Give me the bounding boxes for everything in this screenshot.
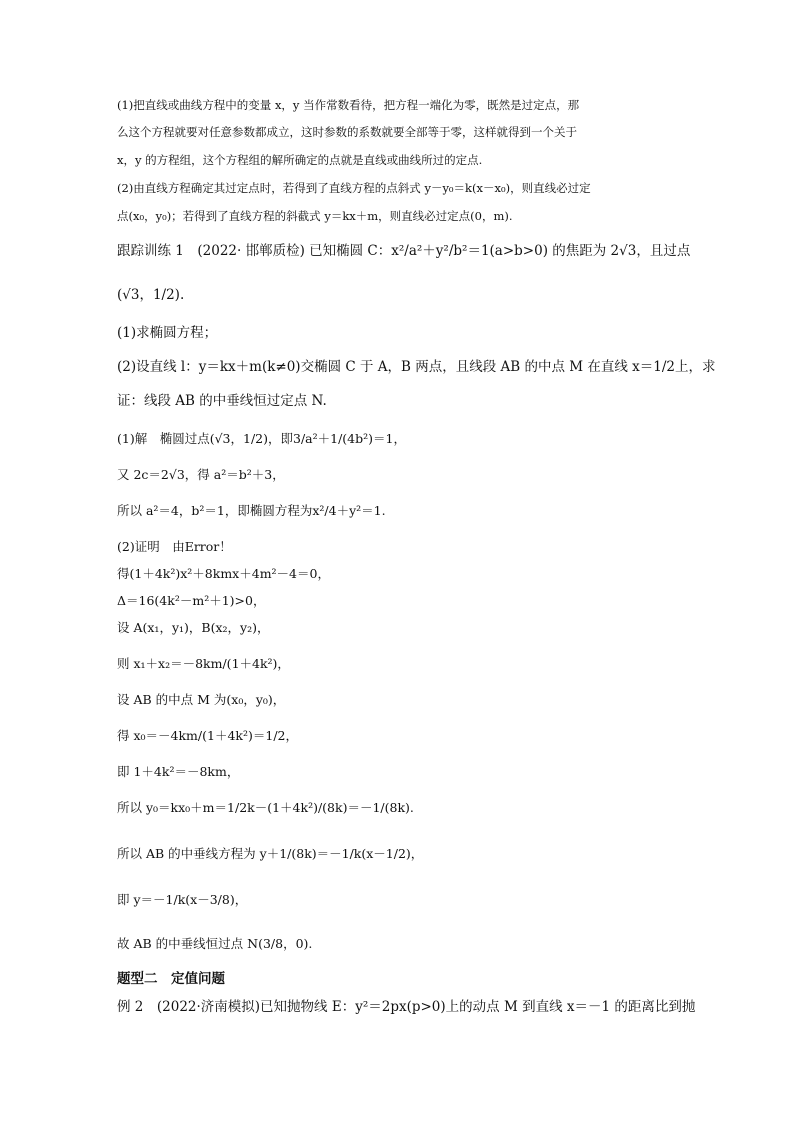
solution-line: 又 2c＝2√3，得 a²＝b²＋3，	[117, 467, 285, 482]
question-2-cont: 证：线段 AB 的中垂线恒过定点 N.	[117, 393, 327, 409]
solution-line: Δ＝16(4k²－m²＋1)>0，	[117, 593, 266, 608]
solution-line: 即 y＝－1/k(x－3/8)，	[117, 892, 248, 907]
solution-line: 所以 AB 的中垂线方程为 y＋1/(8k)＝－1/k(x－1/2)，	[117, 846, 424, 861]
solution-line: 得 x₀＝－4km/(1＋4k²)＝1/2，	[117, 728, 298, 743]
solution-line: (1)解 椭圆过点(√3，1/2)，即3/a²＋1/(4b²)＝1，	[117, 431, 406, 446]
method-text-line: 点(x₀，y₀)；若得到了直线方程的斜截式 y＝kx＋m，则直线必过定点(0，m).	[117, 209, 513, 223]
solution-line: 即 1＋4k²＝－8km，	[117, 764, 240, 779]
example-2-line: 例 2 (2022·济南模拟)已知抛物线 E：y²＝2px(p>0)上的动点 M 到直线 x＝－1 的距离比到抛	[117, 999, 696, 1015]
method-text-line: (2)由直线方程确定其过定点时，若得到了直线方程的点斜式 y－y₀＝k(x－x₀)，则直线必过定	[117, 181, 591, 195]
solution-line: 得(1＋4k²)x²＋8kmx＋4m²－4＝0，	[117, 566, 330, 581]
solution-line: 设 A(x₁，y₁)，B(x₂，y₂)，	[117, 620, 270, 635]
method-text-line: 么这个方程就要对任意参数都成立，这时参数的系数就要全部等于零，这样就得到一个关于	[117, 125, 577, 139]
solution-line: (2)证明 由Error！	[117, 539, 232, 554]
solution-line: 故 AB 的中垂线恒过点 N(3/8，0).	[117, 936, 313, 951]
exercise-point: (√3，1/2).	[117, 287, 185, 303]
question-2: (2)设直线 l：y＝kx＋m(k≠0)交椭圆 C 于 A，B 两点，且线段 AB 的中点 M 在直线 x＝1/2上，求	[117, 359, 716, 375]
solution-line: 设 AB 的中点 M 为(x₀，y₀)，	[117, 692, 286, 707]
method-text-line: x，y 的方程组，这个方程组的解所确定的点就是直线或曲线所过的定点.	[117, 153, 483, 167]
solution-line: 则 x₁＋x₂＝－8km/(1＋4k²)，	[117, 656, 290, 671]
solution-line: 所以 a²＝4，b²＝1，即椭圆方程为x²/4＋y²＝1.	[117, 503, 386, 518]
question-1: (1)求椭圆方程；	[117, 325, 218, 341]
method-text-line: (1)把直线或曲线方程中的变量 x，y 当作常数看待，把方程一端化为零，既然是过定点，那	[117, 98, 580, 112]
section-heading: 题型二 定值问题	[117, 971, 225, 987]
solution-line: 所以 y₀＝kx₀＋m＝1/2k－(1＋4k²)/(8k)＝－1/(8k).	[117, 800, 414, 815]
exercise-title: 跟踪训练 1 (2022· 邯郸质检) 已知椭圆 C：x²/a²＋y²/b²＝1(a>b>0) 的焦距为 2√3，且过点	[117, 243, 691, 259]
